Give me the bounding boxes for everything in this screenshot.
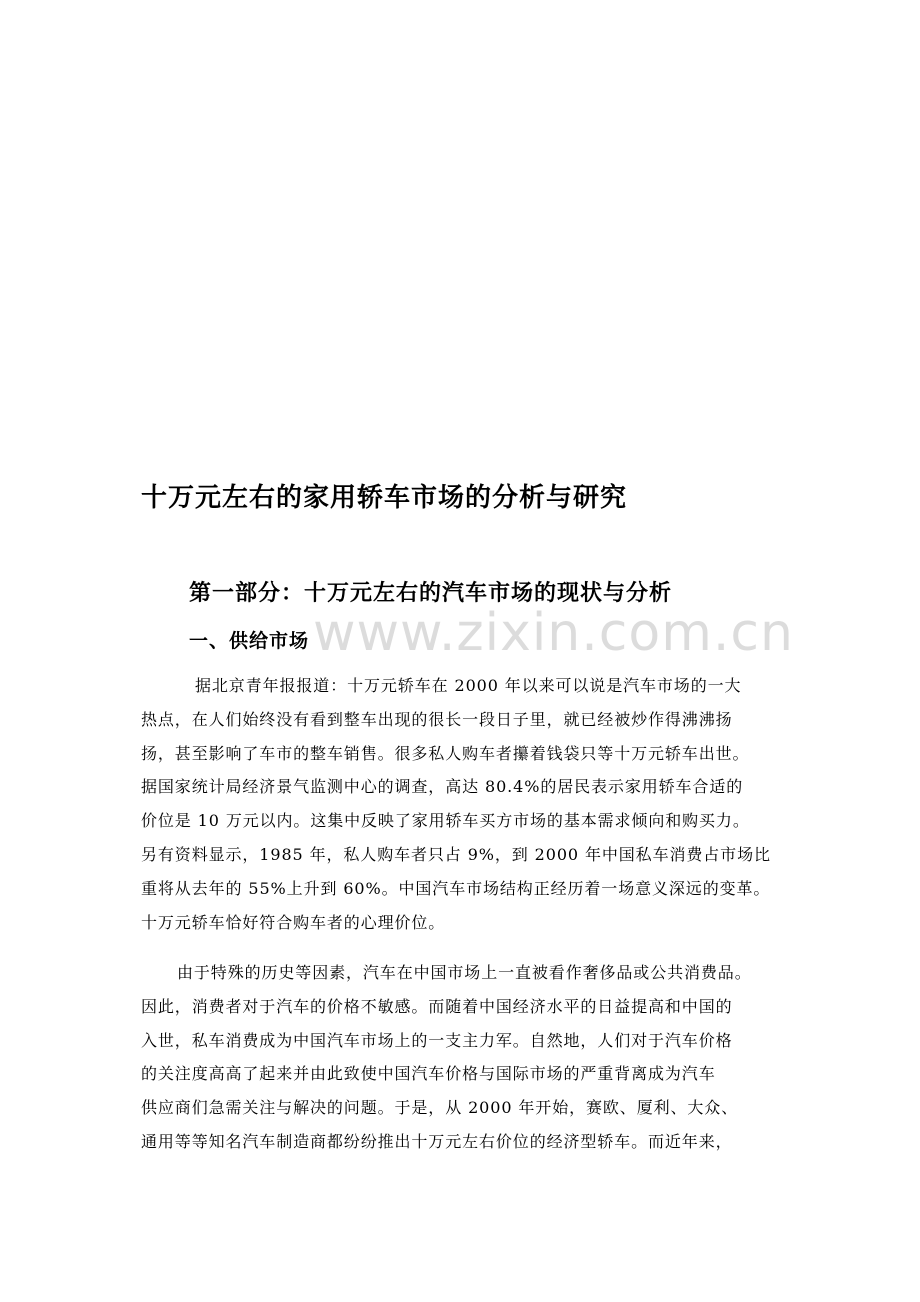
- paragraph-line: 供应商们急需关注与解决的问题。于是，从 2000 年开始，赛欧、厦利、大众、: [141, 1098, 739, 1118]
- paragraph-line: 由于特殊的历史等因素，汽车在中国市场上一直被看作奢侈品或公共消费品。: [177, 963, 752, 982]
- paragraph-line: 据北京青年报报道：十万元轿车在 2000 年以来可以说是汽车市场的一大: [195, 676, 742, 695]
- paragraph-line: 入世，私车消费成为中国汽车市场上的一支主力军。自然地，人们对于汽车价格: [141, 1030, 733, 1050]
- section-heading: 一、供给市场: [189, 630, 310, 652]
- paragraph-line: 价位是 10 万元以内。这集中反映了家用轿车买方市场的基本需求倾向和购买力。: [141, 811, 750, 831]
- paragraph-line: 通用等等知名汽车制造商都纷纷推出十万元左右价位的经济型轿车。而近年来，: [141, 1131, 733, 1151]
- paragraph-line: 的关注度高高了起来并由此致使中国汽车价格与国际市场的严重背离成为汽车: [141, 1064, 716, 1084]
- paragraph-line: 热点，在人们始终没有看到整车出现的很长一段日子里，就已经被炒作得沸沸扬: [141, 709, 733, 729]
- paragraph-line: 据国家统计局经济景气监测中心的调查，高达 80.4%的居民表示家用轿车合适的: [141, 777, 744, 797]
- paragraph-line: 扬，甚至影响了车市的整车销售。很多私人购车者攥着钱袋只等十万元轿车出世。: [141, 743, 750, 763]
- paragraph-line: 因此，消费者对于汽车的价格不敏感。而随着中国经济水平的日益提高和中国的: [141, 996, 733, 1016]
- document-title: 十万元左右的家用轿车市场的分析与研究: [141, 483, 628, 513]
- paragraph-line: 十万元轿车恰好符合购车者的心理价位。: [141, 912, 446, 932]
- paragraph-2: [141, 956, 811, 1159]
- paragraph-line: 另有资料显示，1985 年，私人购车者只占 9%，到 2000 年中国私车消费占市场比: [141, 844, 771, 864]
- paragraph-line: 重将从去年的 55%上升到 60%。中国汽车市场结构正经历着一场意义深远的变革。: [141, 878, 771, 898]
- part-heading: 第一部分：十万元左右的汽车市场的现状与分析: [189, 580, 673, 606]
- paragraph-1: [141, 669, 811, 939]
- watermark-text: www.zixin.com.cn: [313, 603, 794, 663]
